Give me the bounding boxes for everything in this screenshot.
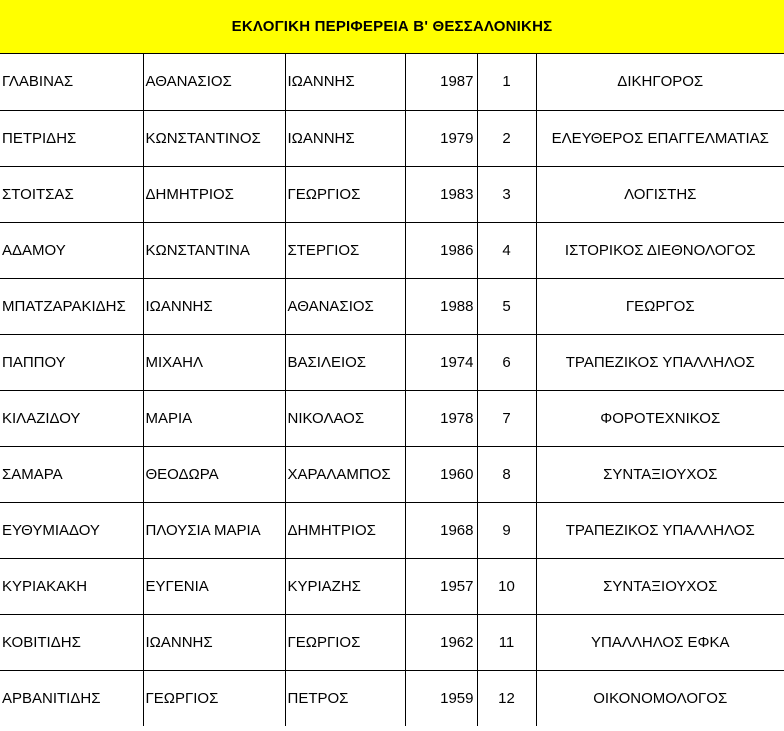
cell-birth-year[interactable]: 1960	[405, 446, 477, 502]
table-title[interactable]: ΕΚΛΟΓΙΚΗ ΠΕΡΙΦΕΡΕΙΑ Β' ΘΕΣΣΑΛΟΝΙΚΗΣ	[0, 0, 784, 54]
candidates-table	[0, 54, 784, 726]
cell-profession[interactable]: ΛΟΓΙΣΤΗΣ	[536, 166, 784, 222]
cell-last-name[interactable]: ΣΤΟΙΤΣΑΣ	[0, 166, 143, 222]
cell-number[interactable]: 6	[477, 334, 536, 390]
cell-birth-year[interactable]: 1957	[405, 558, 477, 614]
cell-number[interactable]: 7	[477, 390, 536, 446]
cell-number[interactable]: 2	[477, 110, 536, 166]
cell-profession[interactable]: ΔΙΚΗΓΟΡΟΣ	[536, 54, 784, 110]
candidates-table-body	[0, 54, 784, 726]
cell-profession[interactable]: ΙΣΤΟΡΙΚΟΣ ΔΙΕΘΝΟΛΟΓΟΣ	[536, 222, 784, 278]
cell-first-name[interactable]: ΔΗΜΗΤΡΙΟΣ	[143, 166, 285, 222]
table-row	[0, 390, 784, 446]
cell-birth-year[interactable]: 1987	[405, 54, 477, 110]
cell-profession[interactable]: ΤΡΑΠΕΖΙΚΟΣ ΥΠΑΛΛΗΛΟΣ	[536, 334, 784, 390]
cell-profession[interactable]: ΥΠΑΛΛΗΛΟΣ ΕΦΚΑ	[536, 614, 784, 670]
cell-last-name[interactable]: ΑΔΑΜΟΥ	[0, 222, 143, 278]
table-row	[0, 166, 784, 222]
cell-last-name[interactable]: ΠΑΠΠΟΥ	[0, 334, 143, 390]
cell-first-name[interactable]: ΚΩΝΣΤΑΝΤΙΝΟΣ	[143, 110, 285, 166]
table-row	[0, 670, 784, 726]
cell-first-name[interactable]: ΘΕΟΔΩΡΑ	[143, 446, 285, 502]
cell-birth-year[interactable]: 1983	[405, 166, 477, 222]
table-row	[0, 222, 784, 278]
cell-number[interactable]: 11	[477, 614, 536, 670]
cell-father-name[interactable]: ΓΕΩΡΓΙΟΣ	[285, 166, 405, 222]
cell-father-name[interactable]: ΑΘΑΝΑΣΙΟΣ	[285, 278, 405, 334]
table-row	[0, 110, 784, 166]
cell-number[interactable]: 12	[477, 670, 536, 726]
cell-last-name[interactable]: ΚΙΛΑΖΙΔΟΥ	[0, 390, 143, 446]
cell-birth-year[interactable]: 1962	[405, 614, 477, 670]
cell-last-name[interactable]: ΑΡΒΑΝΙΤΙΔΗΣ	[0, 670, 143, 726]
cell-first-name[interactable]: ΚΩΝΣΤΑΝΤΙΝΑ	[143, 222, 285, 278]
cell-profession[interactable]: ΦΟΡΟΤΕΧΝΙΚΟΣ	[536, 390, 784, 446]
cell-birth-year[interactable]: 1986	[405, 222, 477, 278]
cell-father-name[interactable]: ΧΑΡΑΛΑΜΠΟΣ	[285, 446, 405, 502]
cell-profession[interactable]: ΣΥΝΤΑΞΙΟΥΧΟΣ	[536, 558, 784, 614]
cell-father-name[interactable]: ΣΤΕΡΓΙΟΣ	[285, 222, 405, 278]
cell-number[interactable]: 9	[477, 502, 536, 558]
cell-number[interactable]: 10	[477, 558, 536, 614]
cell-first-name[interactable]: ΓΕΩΡΓΙΟΣ	[143, 670, 285, 726]
cell-number[interactable]: 8	[477, 446, 536, 502]
cell-birth-year[interactable]: 1978	[405, 390, 477, 446]
cell-last-name[interactable]: ΚΟΒΙΤΙΔΗΣ	[0, 614, 143, 670]
cell-birth-year[interactable]: 1959	[405, 670, 477, 726]
cell-last-name[interactable]: ΣΑΜΑΡΑ	[0, 446, 143, 502]
cell-number[interactable]: 1	[477, 54, 536, 110]
cell-last-name[interactable]: ΠΕΤΡΙΔΗΣ	[0, 110, 143, 166]
cell-father-name[interactable]: ΠΕΤΡΟΣ	[285, 670, 405, 726]
cell-number[interactable]: 4	[477, 222, 536, 278]
cell-profession[interactable]: ΓΕΩΡΓΟΣ	[536, 278, 784, 334]
cell-first-name[interactable]: ΠΛΟΥΣΙΑ ΜΑΡΙΑ	[143, 502, 285, 558]
cell-father-name[interactable]: ΚΥΡΙΑΖΗΣ	[285, 558, 405, 614]
cell-profession[interactable]: ΕΛΕΥΘΕΡΟΣ ΕΠΑΓΓΕΛΜΑΤΙΑΣ	[536, 110, 784, 166]
cell-first-name[interactable]: ΙΩΑΝΝΗΣ	[143, 278, 285, 334]
cell-number[interactable]: 5	[477, 278, 536, 334]
cell-last-name[interactable]: ΓΛΑΒΙΝΑΣ	[0, 54, 143, 110]
cell-father-name[interactable]: ΓΕΩΡΓΙΟΣ	[285, 614, 405, 670]
cell-first-name[interactable]: ΜΑΡΙΑ	[143, 390, 285, 446]
cell-birth-year[interactable]: 1968	[405, 502, 477, 558]
cell-first-name[interactable]: ΕΥΓΕΝΙΑ	[143, 558, 285, 614]
table-row	[0, 54, 784, 110]
cell-number[interactable]: 3	[477, 166, 536, 222]
cell-father-name[interactable]: ΒΑΣΙΛΕΙΟΣ	[285, 334, 405, 390]
cell-profession[interactable]: ΤΡΑΠΕΖΙΚΟΣ ΥΠΑΛΛΗΛΟΣ	[536, 502, 784, 558]
cell-first-name[interactable]: ΑΘΑΝΑΣΙΟΣ	[143, 54, 285, 110]
cell-birth-year[interactable]: 1988	[405, 278, 477, 334]
cell-birth-year[interactable]: 1979	[405, 110, 477, 166]
cell-profession[interactable]: ΟΙΚΟΝΟΜΟΛΟΓΟΣ	[593, 689, 728, 707]
cell-birth-year[interactable]: 1974	[405, 334, 477, 390]
cell-father-name[interactable]: ΙΩΑΝΝΗΣ	[285, 110, 405, 166]
cell-first-name[interactable]: ΜΙΧΑΗΛ	[143, 334, 285, 390]
cell-father-name[interactable]: ΝΙΚΟΛΑΟΣ	[285, 390, 405, 446]
table-row	[0, 446, 784, 502]
cell-father-name[interactable]: ΔΗΜΗΤΡΙΟΣ	[285, 502, 405, 558]
cell-last-name[interactable]: ΚΥΡΙΑΚΑΚΗ	[0, 558, 143, 614]
cell-father-name[interactable]: ΙΩΑΝΝΗΣ	[285, 54, 405, 110]
table-row	[0, 614, 784, 670]
table-row	[0, 278, 784, 334]
cell-first-name[interactable]: ΙΩΑΝΝΗΣ	[143, 614, 285, 670]
table-row	[0, 502, 784, 558]
cell-profession[interactable]: ΣΥΝΤΑΞΙΟΥΧΟΣ	[536, 446, 784, 502]
cell-last-name[interactable]: ΕΥΘΥΜΙΑΔΟΥ	[0, 502, 143, 558]
table-row	[0, 558, 784, 614]
table-row	[0, 334, 784, 390]
cell-last-name[interactable]: ΜΠΑΤΖΑΡΑΚΙΔΗΣ	[0, 278, 143, 334]
